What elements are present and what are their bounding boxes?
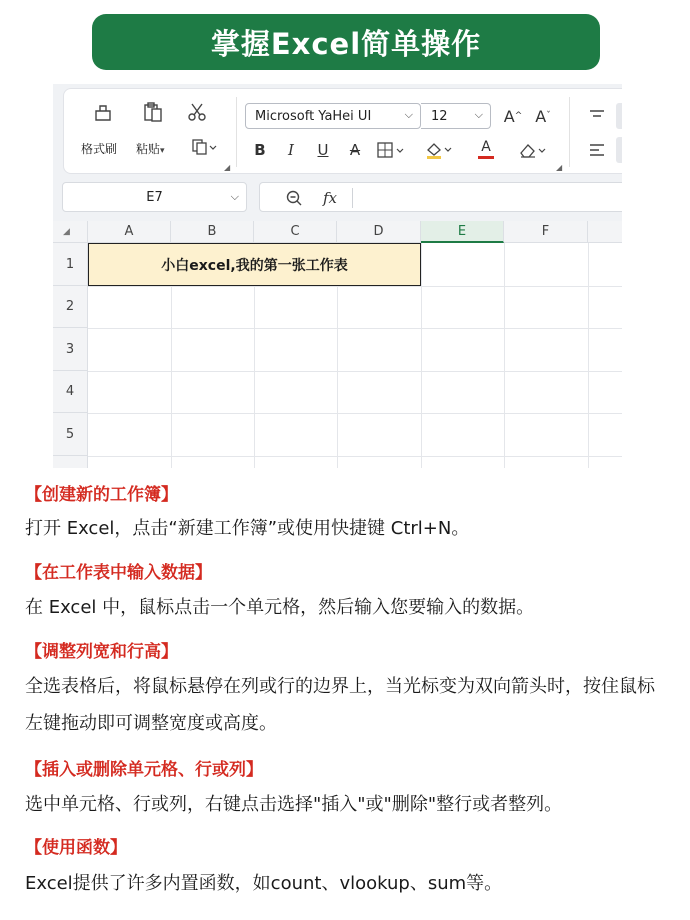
row-header[interactable] — [53, 456, 88, 468]
font-launcher-icon[interactable]: ◢ — [556, 163, 563, 172]
gridline — [88, 456, 622, 457]
font-color-glyph: A — [481, 138, 491, 155]
name-box[interactable] — [62, 182, 247, 212]
gridline — [88, 328, 622, 329]
section-body-create-workbook: 打开 Excel，点击“新建工作簿”或使用快捷键 Ctrl+N。 — [25, 518, 470, 539]
select-all-corner[interactable] — [53, 221, 88, 243]
align-middle-icon[interactable] — [616, 103, 622, 129]
ribbon — [63, 88, 622, 174]
grow-font-glyph: A — [503, 106, 515, 126]
function-icon[interactable]: fx — [322, 189, 337, 207]
section-title-create-workbook: 【创建新的工作簿】 — [25, 485, 178, 505]
column-header-active[interactable]: E — [421, 221, 504, 243]
shrink-font-button[interactable] — [530, 103, 556, 129]
font-size-select[interactable] — [421, 103, 491, 129]
section-body-resize: 全选表格后，将鼠标悬停在列或行的边界上，当光标变为双向箭头时，按住鼠标左键拖动即可调整宽度或高度。 — [25, 676, 655, 734]
chevron-down-icon: ⌵ — [474, 108, 483, 121]
shrink-font-glyph: A — [535, 106, 547, 126]
column-header[interactable]: B — [171, 221, 254, 243]
clipboard-launcher-icon[interactable]: ◢ — [224, 163, 231, 172]
gridline — [421, 243, 422, 468]
row-header[interactable]: 4 — [53, 371, 88, 413]
section-body-functions: Excel提供了许多内置函数，如count、vlookup、sum等。 — [25, 873, 503, 894]
gridline — [88, 413, 622, 414]
row-header[interactable]: 5 — [53, 413, 88, 456]
column-header[interactable]: D — [337, 221, 421, 243]
align-left-icon[interactable] — [586, 139, 608, 161]
paste-label-text: 粘贴 — [136, 142, 161, 156]
divider — [352, 188, 353, 208]
font-color-swatch — [478, 156, 494, 159]
row-header[interactable]: 3 — [53, 328, 88, 371]
column-header[interactable]: A — [88, 221, 171, 243]
align-top-icon[interactable] — [586, 105, 608, 127]
font-color-button[interactable] — [468, 137, 504, 161]
strikethrough-button[interactable]: A — [349, 141, 361, 159]
paste-label[interactable] — [136, 140, 165, 157]
column-header[interactable]: F — [504, 221, 588, 243]
column-header[interactable] — [588, 221, 622, 243]
gridline — [504, 243, 505, 468]
row-header[interactable]: 2 — [53, 286, 88, 328]
section-title-functions: 【使用函数】 — [25, 838, 127, 858]
gridline — [588, 243, 589, 468]
spreadsheet-grid[interactable] — [53, 221, 622, 468]
page-title-banner: 掌握Excel简单操作 — [92, 14, 600, 70]
section-title-input-data: 【在工作表中输入数据】 — [25, 563, 212, 583]
chevron-down-icon: ⌵ — [230, 190, 239, 203]
section-title-insert-delete: 【插入或删除单元格、行或列】 — [25, 760, 263, 780]
excel-screenshot — [53, 84, 622, 468]
font-name-value: Microsoft YaHei UI — [255, 108, 372, 124]
font-size-value: 12 — [431, 108, 448, 124]
section-body-insert-delete: 选中单元格、行或列，右键点击选择"插入"或"删除"整行或者整列。 — [25, 794, 563, 815]
underline-button[interactable]: U — [317, 141, 329, 159]
section-body-input-data: 在 Excel 中，鼠标点击一个单元格，然后输入您要输入的数据。 — [25, 597, 535, 618]
italic-button[interactable]: I — [288, 141, 294, 159]
column-header[interactable]: C — [254, 221, 337, 243]
row-header[interactable]: 1 — [53, 243, 88, 286]
caret-down-icon: ˇ — [546, 111, 551, 121]
section-title-resize: 【调整列宽和行高】 — [25, 642, 178, 662]
gridline — [88, 286, 622, 287]
format-painter-label[interactable]: 格式刷 — [81, 142, 118, 156]
merged-cell-a1-d1[interactable]: 小白excel,我的第一张工作表 — [88, 243, 421, 286]
clear-format-button[interactable] — [516, 139, 552, 161]
grow-font-button[interactable] — [500, 103, 526, 129]
cell-reference: E7 — [146, 189, 163, 205]
divider — [569, 97, 570, 167]
copy-icon[interactable] — [188, 137, 222, 157]
align-center-icon[interactable] — [616, 137, 622, 163]
formula-bar[interactable] — [259, 182, 622, 212]
gridline — [88, 371, 622, 372]
format-painter-icon[interactable] — [90, 99, 116, 125]
paste-caret-icon: ▾ — [160, 146, 165, 156]
cut-icon[interactable] — [184, 99, 210, 125]
corner-triangle-icon: ◢ — [63, 227, 70, 237]
fill-color-button[interactable] — [422, 139, 458, 161]
chevron-down-icon: ⌵ — [404, 108, 413, 121]
font-name-select[interactable] — [245, 103, 421, 129]
zoom-icon[interactable] — [284, 188, 304, 208]
divider — [236, 97, 237, 167]
bold-button[interactable]: B — [254, 141, 266, 159]
paste-icon[interactable] — [140, 99, 166, 125]
caret-up-icon: ^ — [514, 111, 523, 121]
borders-button[interactable] — [374, 139, 410, 161]
